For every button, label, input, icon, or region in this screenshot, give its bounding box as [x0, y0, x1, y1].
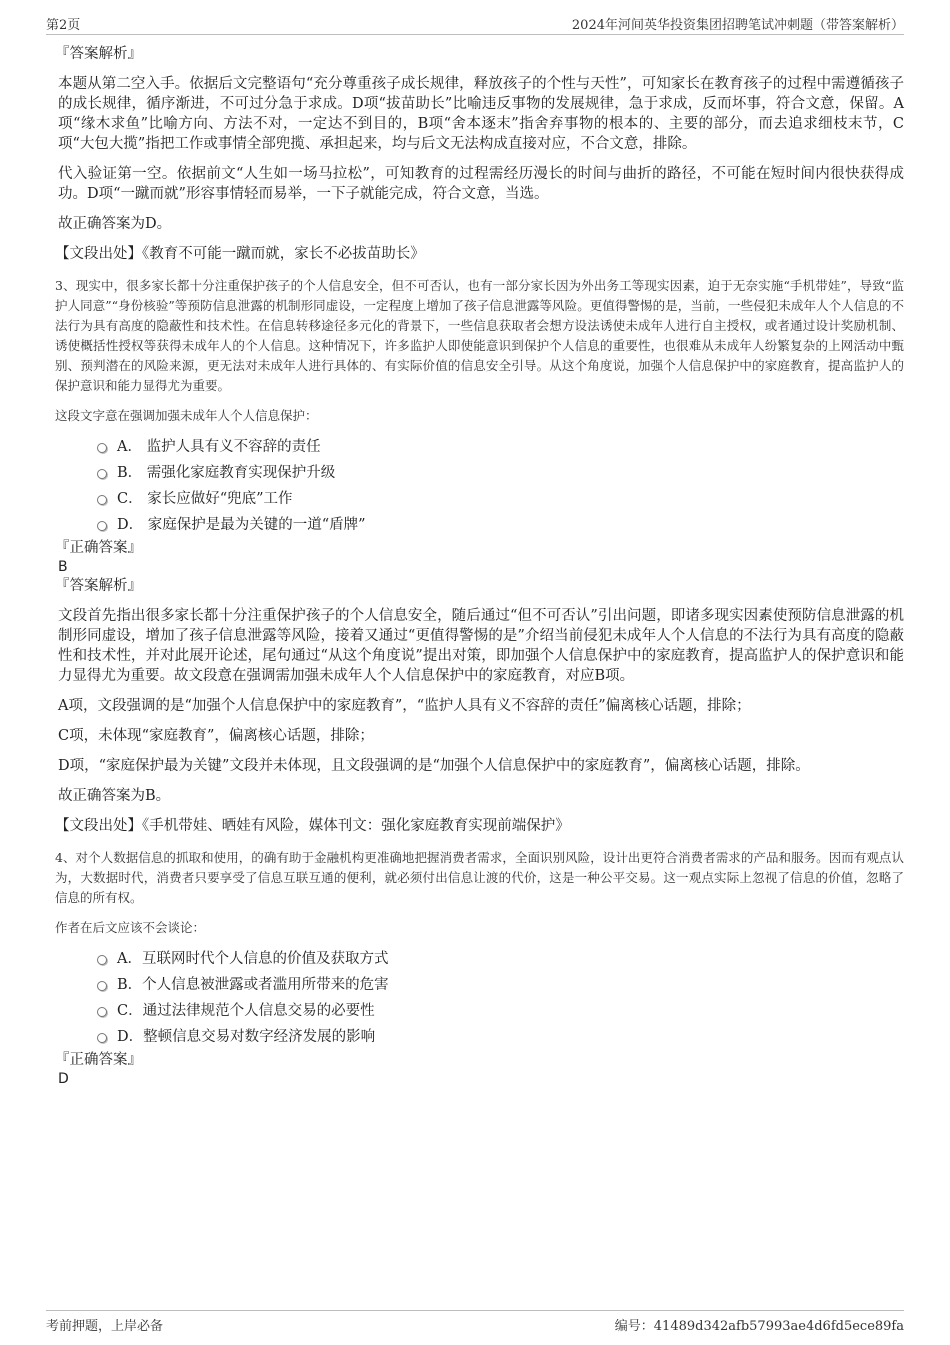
analysis-paragraph: D项，“家庭保护最为关键”文段并未体现，且文段强调的是“加强个人信息保护中的家庭教育”，偏离核心话题，排除。	[58, 758, 810, 774]
page-content	[55, 44, 904, 1088]
radio-button[interactable]	[97, 521, 107, 531]
analysis-conclusion: 故正确答案为B。	[58, 788, 171, 804]
answer-analysis-label: 『答案解析』	[55, 46, 142, 62]
question-3-text: 3、现实中，很多家长都十分注重保护孩子的个人信息安全，但不可否认，也有一部分家长因为外出务工等现实因素，迫于无奈实施“手机带娃”，导致“监护人同意”“身份核验”等预防信息泄露的机制形同虚设，一定程度上增加了孩子信息泄露等风险。更值得警惕的是，当前，一些侵犯未成年人个人信息的不法行为具有高度的隐蔽性和技术性。在信息转移途径多元化的背景下，一些信息获取者会想方设法诱使未成年人进行自主授权，或者通过设计奖励机制、诱使概括性授权等获得未成年人的个人信息。这种情况下，许多监护人即使能意识到保护个人信息的重要性，也很难从未成年人纷繁复杂的上网活动中甄别、预判潜在的风险来源，更无法对未成年人进行具体的、有实际价值的信息安全引导。从这个角度说，加强个人信息保护中的家庭教育，提高监护人的保护意识和能力显得尤为重要。	[55, 278, 904, 393]
footer-slogan: 考前押题，上岸必备	[46, 1319, 164, 1334]
radio-button[interactable]	[97, 955, 107, 965]
document-id: 编号：41489d342afb57993ae4d6fd5ece89fa	[614, 1319, 904, 1334]
question-4-prompt: 作者在后文应该不会谈论：	[55, 920, 206, 935]
option-a[interactable]: A．互联网时代个人信息的价值及获取方式	[55, 946, 904, 972]
option-b[interactable]: B． 需强化家庭教育实现保护升级	[55, 460, 904, 486]
correct-answer-label: 『正确答案』	[55, 540, 142, 556]
radio-button[interactable]	[97, 495, 107, 505]
radio-button[interactable]	[97, 981, 107, 991]
option-c[interactable]: C． 家长应做好“兜底”工作	[55, 486, 904, 512]
question-4-options	[55, 946, 904, 1050]
passage-source: 【文段出处】《手机带娃、晒娃有风险，媒体刊文：强化家庭教育实现前端保护》	[55, 818, 570, 834]
radio-button[interactable]	[97, 1033, 107, 1043]
option-c[interactable]: C．通过法律规范个人信息交易的必要性	[55, 998, 904, 1024]
analysis-paragraph: A项，文段强调的是“加强个人信息保护中的家庭教育”，“监护人具有义不容辞的责任”偏离核心话题，排除；	[58, 698, 751, 714]
option-b[interactable]: B．个人信息被泄露或者滥用所带来的危害	[55, 972, 904, 998]
analysis-paragraph: 文段首先指出很多家长都十分注重保护孩子的个人信息安全，随后通过“但不可否认”引出问题，即诸多现实因素使预防信息泄露的机制形同虚设，增加了孩子信息泄露等风险，接着又通过“更值得警惕的是”介绍当前侵犯未成年人个人信息的不法行为具有高度的隐蔽性和技术性，并对此展开论述，尾句通过“从这个角度说”提出对策，即加强个人信息保护中的家庭教育，提高监护人的保护意识和能力显得尤为重要。故文段意在强调需加强未成年人个人信息保护中的家庭教育，对应B项。	[58, 608, 904, 684]
option-d[interactable]: D． 家庭保护是最为关键的一道“盾牌”	[55, 512, 904, 538]
correct-answer: B	[58, 559, 68, 575]
question-4-text: 4、对个人数据信息的抓取和使用，的确有助于金融机构更准确地把握消费者需求，全面识别风险，设计出更符合消费者需求的产品和服务。因而有观点认为，大数据时代，消费者只要享受了信息互联互通的便利，就必须付出信息让渡的代价，这是一种公平交易。这一观点实际上忽视了信息的价值，忽略了信息的所有权。	[55, 850, 904, 905]
page-footer	[46, 1310, 904, 1335]
radio-button[interactable]	[97, 1007, 107, 1017]
page-header	[46, 12, 904, 35]
radio-button[interactable]	[97, 443, 107, 453]
analysis-paragraph: C项，未体现“家庭教育”，偏离核心话题，排除；	[58, 728, 374, 744]
analysis-paragraph: 代入验证第一空。依据前文“人生如一场马拉松”，可知教育的过程需经历漫长的时间与曲折的路径，不可能在短时间内很快获得成功。D项“一蹴而就”形容事情轻而易举，一下子就能完成，符合文意，当选。	[58, 166, 904, 202]
correct-answer: D	[58, 1071, 69, 1087]
option-d[interactable]: D．整顿信息交易对数字经济发展的影响	[55, 1024, 904, 1050]
question-3-prompt: 这段文字意在强调加强未成年人个人信息保护：	[55, 408, 318, 423]
page-number: 第2页	[46, 18, 81, 33]
passage-source: 【文段出处】《教育不可能一蹴而就，家长不必拔苗助长》	[55, 246, 425, 262]
question-3-options	[55, 434, 904, 538]
answer-analysis-label: 『答案解析』	[55, 578, 142, 594]
analysis-paragraph: 本题从第二空入手。依据后文完整语句“充分尊重孩子成长规律，释放孩子的个性与天性”，可知家长在教育孩子的过程中需遵循孩子的成长规律，循序渐进，不可过分急于求成。D项“拔苗助长”比喻违反事物的发展规律，急于求成，反而坏事，符合文意，保留。A项“缘木求鱼”比喻方向、方法不对，一定达不到目的，B项“舍本逐末”指舍弃事物的根本的、主要的部分，而去追求细枝末节，C项“大包大揽”指把工作或事情全部兜揽、承担起来，均与后文无法构成直接对应，不合文意，排除。	[58, 76, 904, 152]
correct-answer-label: 『正确答案』	[55, 1052, 142, 1068]
radio-button[interactable]	[97, 469, 107, 479]
document-title: 2024年河间英华投资集团招聘笔试冲刺题（带答案解析）	[571, 18, 904, 33]
analysis-conclusion: 故正确答案为D。	[58, 216, 172, 232]
option-a[interactable]: A． 监护人具有义不容辞的责任	[55, 434, 904, 460]
